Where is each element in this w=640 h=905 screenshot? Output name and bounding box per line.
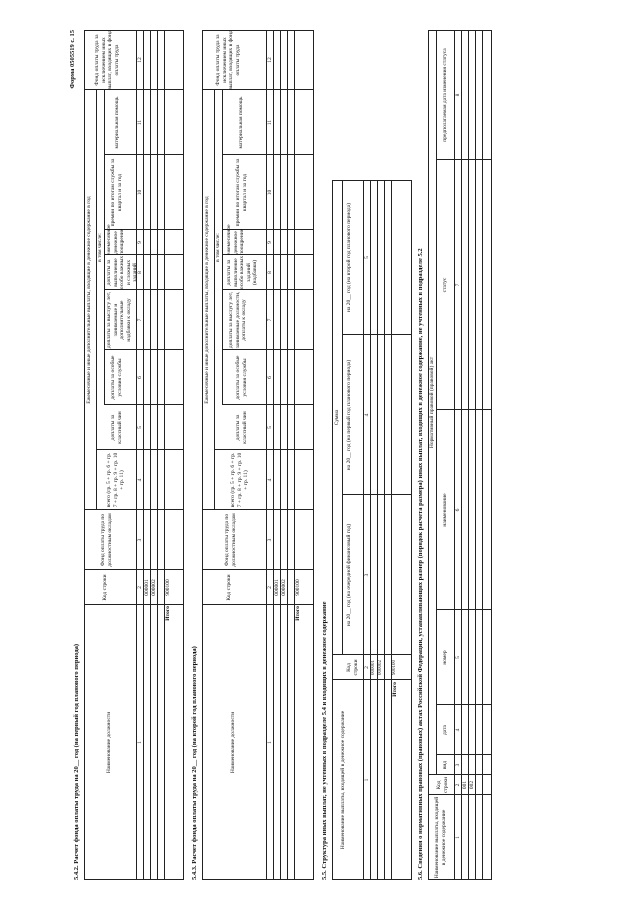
s543-col-9: ежемесячное денежное поощрение xyxy=(226,224,245,255)
s55-num-3: 3 xyxy=(364,573,370,577)
s543-num-6: 6 xyxy=(267,376,273,379)
s542-num-9: 9 xyxy=(137,241,143,244)
form-label: Форма 0505519 с. 15 xyxy=(69,30,76,89)
s543-monthly-group: Ежемесячные и иные дополнительные выплаты, входящие в денежное содержание в год xyxy=(204,196,210,404)
s543-col-8: доплаты за выполнение особо важных заданий (надбавки) xyxy=(226,255,258,290)
s56-col-number: номер xyxy=(442,650,448,665)
s56-col-act: Нормативный правовой (правовой) акт xyxy=(429,356,435,449)
section-56-title: 5.6. Сведения о нормативных правовых (правовых) актах Российской Федерации, устанавливающих размер (порядок расчета размера) иных выплат, входящих в денежное содержание, не учтенных в подразделе 5.2 xyxy=(417,248,424,880)
s543-col-7: доплаты за выслугу лет, занимаемые должности, доплаты к окладу xyxy=(228,291,247,349)
s55-col-name: Наименование выплаты, входящей в денежное содержание xyxy=(340,710,346,850)
s542-col-code: Код строки xyxy=(102,574,108,601)
s542-col-6: доплаты за особые условия службы xyxy=(110,355,123,400)
s542-num-2: 2 xyxy=(137,586,143,589)
s542-num-4: 4 xyxy=(137,478,143,482)
s542-row-1-code: 000001 xyxy=(144,579,150,596)
s543-num-10: 10 xyxy=(267,189,273,196)
s543-total-code: 900100 xyxy=(295,579,301,596)
s55-col-code: Код строки xyxy=(346,659,359,676)
section-542-title: 5.4.2. Расчет фонда оплаты труда на 20__ год (на первый год планового периода) xyxy=(73,643,80,880)
s543-total-label: Итого xyxy=(295,606,301,621)
s542-col-9: ежемесячное денежное поощрение xyxy=(106,224,125,255)
s543-incl: в том числе: xyxy=(215,233,221,262)
s55-row-2-code: 000002 xyxy=(378,660,383,675)
s542-row-2-code: 000002 xyxy=(151,579,157,596)
s543-row-1-code: 000001 xyxy=(274,579,280,596)
s542-col-10: премии по итогам службы за квартал и за год xyxy=(110,158,123,227)
s542-incl: в том числе: xyxy=(97,233,103,262)
s56-num-6: 6 xyxy=(455,508,461,512)
s543-num-3: 3 xyxy=(267,538,273,542)
section-55-title: 5.5. Структура иных выплат, не учтенных в подразделе 5.4 и входящих в денежное содержание xyxy=(321,601,328,880)
s543-num-1: 1 xyxy=(267,741,273,744)
s543-num-7: 7 xyxy=(267,318,273,322)
s542-num-6: 6 xyxy=(137,376,143,379)
s542-col-11: материальная помощь xyxy=(114,96,120,149)
s542-num-12: 12 xyxy=(137,57,143,63)
rotated-form xyxy=(70,30,590,880)
s542-total-label: Итого xyxy=(165,606,171,621)
s542-col-fund: Фонд оплаты труда по должностным окладам xyxy=(100,513,113,567)
s55-row-1-code: 000001 xyxy=(371,660,376,675)
s56-num-3: 3 xyxy=(455,763,461,767)
s56-col-date: дата xyxy=(442,725,448,736)
s56-row-1-code: 001 xyxy=(462,780,468,790)
s542-num-8: 8 xyxy=(137,271,143,274)
s543-num-12: 12 xyxy=(267,57,273,63)
s542-col-12: Фонд оплаты труда за исключением иных выплат, входящих в фонд оплаты труда xyxy=(94,30,120,90)
s543-col-5: доплаты за классный чин xyxy=(235,411,248,444)
s542-num-5: 5 xyxy=(137,426,143,429)
s543-num-11: 11 xyxy=(267,119,273,126)
s55-num-4: 4 xyxy=(364,413,370,417)
s543-col-total: всего (гр. 5 + гр. 6 + гр. 7 + гр. 8 + гр. 9 + гр. 10 + гр. 11) xyxy=(230,452,249,508)
s56-num-4: 4 xyxy=(455,728,461,732)
s542-col-total: всего (гр. 5 + гр. 6 + гр. 7 + гр. 8 + гр. 9 + гр. 10 + гр. 11) xyxy=(106,452,125,508)
s56-col-code: Код строки xyxy=(436,776,449,794)
s55-num-5: 5 xyxy=(364,256,370,259)
s543-col-10: премии по итогам службы за квартал и за год xyxy=(235,158,248,227)
s55-col-sum: Сумма xyxy=(334,409,340,426)
s56-num-1: 1 xyxy=(455,836,461,839)
s542-num-3: 3 xyxy=(137,538,143,542)
s543-row-2-code: 000002 xyxy=(281,579,287,596)
s543-col-11: материальная помощь xyxy=(238,96,244,149)
s56-col-kind: вид xyxy=(442,760,448,770)
s55-col-y3: на 20__ год (на второй год планового периода) xyxy=(346,203,352,312)
s543-num-5: 5 xyxy=(267,426,273,429)
s542-col-5: доплаты за классный чин xyxy=(110,411,123,444)
s56-col-status: статус xyxy=(442,277,448,293)
s55-num-2: 2 xyxy=(364,666,370,669)
s543-col-code: Код строки xyxy=(226,574,232,601)
s56-num-2: 2 xyxy=(455,783,461,787)
s56-num-7: 7 xyxy=(455,283,461,287)
s55-col-y1: на 20__ год (на очередной финансовый год) xyxy=(346,523,352,627)
s543-num-4: 4 xyxy=(267,478,273,482)
section-543-title: 5.4.3. Расчет фонда оплаты труда на 20__ год (на второй год планового периода) xyxy=(191,646,198,880)
s543-col-12: Фонд оплаты труда за исключением иных выплат, входящих в фонд оплаты труда xyxy=(215,30,241,90)
s543-col-fund: Фонд оплаты труда по должностным окладам xyxy=(224,513,237,567)
s543-col-6: доплаты за особые условия службы xyxy=(235,355,248,400)
s56-col-status-date: предполагаемая дата изменения статуса xyxy=(442,48,448,142)
s542-total-code: 900100 xyxy=(165,579,171,596)
s543-col-position: Наименование должности xyxy=(230,711,236,774)
s55-total-label: Итого xyxy=(392,682,398,697)
s56-col-title: наименование xyxy=(442,493,448,527)
s55-col-y2: на 20__ год (на первый год планового периода) xyxy=(346,359,352,471)
s543-num-9: 9 xyxy=(267,241,273,244)
s543-num-8: 8 xyxy=(267,271,273,274)
s542-num-1: 1 xyxy=(137,741,143,744)
s55-total-code: 900100 xyxy=(392,660,397,675)
s56-col-name: Наименование выплаты, входящей в денежное содержание xyxy=(434,796,447,879)
s56-row-2-code: 002 xyxy=(469,780,475,790)
s542-col-position: Наименование должности xyxy=(106,711,112,774)
s542-num-11: 11 xyxy=(137,119,143,126)
s56-num-8: 8 xyxy=(455,93,461,97)
s542-num-10: 10 xyxy=(137,189,143,196)
s55-num-1: 1 xyxy=(364,778,370,782)
s542-col-8: доплаты за выполнение особо важных и сложных заданий xyxy=(106,255,138,290)
s542-monthly-group: Ежемесячные и иные дополнительные выплаты, входящие в денежное содержание в год xyxy=(86,196,92,404)
s542-num-7: 7 xyxy=(137,318,143,322)
s542-col-7: доплаты за выслугу лет, занимаемые и дополнительные надбавки к окладу xyxy=(106,291,132,349)
s543-num-2: 2 xyxy=(267,586,273,589)
s56-num-5: 5 xyxy=(455,656,461,659)
